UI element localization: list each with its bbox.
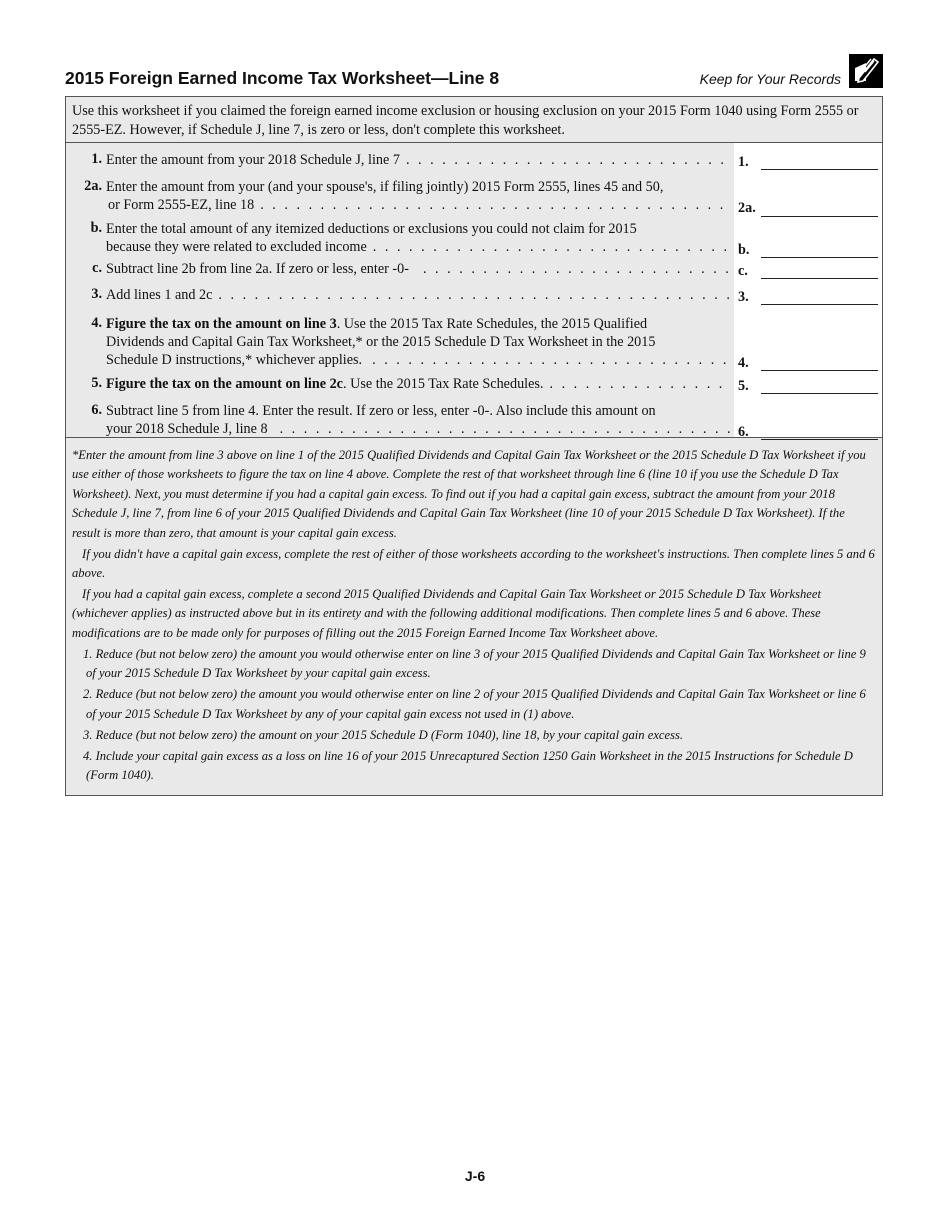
line-number: 4. — [91, 315, 102, 331]
line-text — [106, 220, 730, 256]
line-2c-amount-field[interactable] — [761, 278, 878, 279]
line-number: 3. — [91, 286, 102, 302]
line-2c-text: Subtract line 2b from line 2a. If zero or less, enter -0- — [106, 261, 409, 277]
line-2b-text-1: Enter the total amount of any itemized deductions or exclusions you could not claim for 2015 — [106, 221, 637, 237]
line-1-text: Enter the amount from your 2018 Schedule J, line 7 — [106, 152, 400, 168]
line-text — [106, 402, 730, 438]
line-box-number: 2a. — [738, 200, 756, 216]
worksheet-title: 2015 Foreign Earned Income Tax Worksheet—Line 8 — [65, 68, 500, 88]
modification-item: 2. Reduce (but not below zero) the amount you would otherwise enter on line 2 of your 2015 Qualified Dividends and Capital Gain Tax Worksheet or line 6 of your 2015 Schedule D Tax Worksheet by any of your capital gain excess not used in (1) above. — [83, 687, 866, 721]
modification-item: 1. Reduce (but not below zero) the amount you would otherwise enter on line 3 of your 2015 Qualified Dividends and Capital Gain Tax Worksheet or line 9 of your 2015 Schedule D Tax Worksheet by your capital gain excess. — [83, 646, 866, 680]
line-3-text: Add lines 1 and 2c — [106, 287, 213, 303]
line-5-amount-field[interactable] — [761, 393, 878, 394]
line-number: b. — [90, 220, 102, 236]
modification-item: 3. Reduce (but not below zero) the amount on your 2015 Schedule D (Form 1040), line 18, by your capital gain excess. — [83, 727, 684, 742]
line-6-text-2: your 2018 Schedule J, line 8 — [106, 421, 268, 437]
line-2a-text-1: Enter the amount from your (and your spouse's, if filing jointly) 2015 Form 2555, lines 45 and 50, — [106, 179, 664, 195]
line-4-amount-field[interactable] — [761, 370, 878, 371]
line-2a-text-2: or Form 2555-EZ, line 18 — [108, 197, 255, 213]
line-box-number: 1. — [738, 154, 749, 170]
line-text — [106, 286, 730, 304]
line-box-number: 4. — [738, 355, 749, 371]
line-5-bold-text: Figure the tax on the amount on line 2c — [106, 376, 343, 392]
footnote-paragraph: *Enter the amount from line 3 above on line 1 of the 2015 Qualified Dividends and Capital Gain Tax Worksheet or the 2015 Schedule D Tax Worksheet if you use either of those worksheets to figure the tax on line 4 above. Complete the rest of that worksheet through line 6 (line 10 if you use the Schedule D Tax Worksheet). Next, you must determine if you had a capital gain excess. To find out if you had a capital gain excess, subtract the amount from your 2018 Schedule J, line 7, from line 6 of your 2015 Qualified Dividends and Capital Gain Tax Worksheet (line 10 of your 2015 Schedule D Tax Worksheet). If the result is more than zero, that amount is your capital gain excess. — [72, 448, 866, 540]
worksheet-lines — [66, 143, 882, 440]
line-4-text-2: Dividends and Capital Gain Tax Worksheet,* or the 2015 Schedule D Tax Worksheet in the 2015 — [106, 334, 656, 350]
worksheet-header — [65, 60, 885, 96]
line-4-text-1: . Use the 2015 Tax Rate Schedules, the 2015 Qualified — [336, 316, 648, 332]
line-text — [106, 315, 730, 369]
footnote-paragraph: If you had a capital gain excess, complete a second 2015 Qualified Dividends and Capital Gain Tax Worksheet or 2015 Schedule D Tax Worksheet (whichever applies) as instructed above but in its entirety and with the following additional modifications. Then complete lines 5 and 6 above. These modifications are to be made only for purposes of filling out the 2015 Foreign Earned Income Tax Worksheet above. — [72, 586, 821, 640]
line-text — [106, 260, 730, 278]
line-number: 5. — [91, 375, 102, 391]
line-1-amount-field[interactable] — [761, 169, 878, 170]
line-5-text: . Use the 2015 Tax Rate Schedules. — [342, 376, 544, 392]
line-4-text-3: Schedule D instructions,* whichever applies. — [106, 352, 363, 368]
modification-item: 4. Include your capital gain excess as a loss on line 16 of your 2015 Unrecaptured Section 1250 Gain Worksheet in the 2015 Instructions for Schedule D (Form 1040). — [83, 748, 853, 783]
line-4-bold-text: Figure the tax on the amount on line 3 — [106, 316, 337, 332]
line-2a-amount-field[interactable] — [761, 216, 878, 217]
line-text — [106, 375, 730, 393]
line-box-number: 3. — [738, 289, 749, 305]
footnote-paragraph: If you didn't have a capital gain excess, complete the rest of either of those worksheets according to the worksheet's instructions. Then complete lines 5 and 6 above. — [72, 546, 875, 580]
line-box-number: 6. — [738, 424, 749, 440]
worksheet-box — [65, 96, 883, 796]
line-number: c. — [92, 260, 102, 276]
worksheet-instructions: Use this worksheet if you claimed the foreign earned income exclusion or housing exclusion on your 2015 Form 1040 using Form 2555 or 2555-EZ. However, if Schedule J, line 7, is zero or less, don't complete this worksheet. — [66, 97, 882, 143]
line-6-text-1: Subtract line 5 from line 4. Enter the result. If zero or less, enter -0-. Also include this amount on — [106, 403, 656, 419]
line-box-number: c. — [738, 263, 748, 279]
line-number: 6. — [91, 402, 102, 418]
page-number: J-6 — [464, 1168, 486, 1184]
line-3-amount-field[interactable] — [761, 304, 878, 305]
line-text — [106, 151, 730, 169]
worksheet-footnotes — [66, 437, 882, 797]
line-box-number: b. — [738, 242, 750, 258]
line-number: 2a. — [84, 178, 102, 194]
pencil-paper-icon — [849, 54, 883, 88]
line-text — [106, 178, 730, 214]
line-2b-amount-field[interactable] — [761, 257, 878, 258]
line-box-number: 5. — [738, 378, 749, 394]
keep-for-records-label: Keep for Your Records — [699, 71, 841, 87]
line-number: 1. — [91, 151, 102, 167]
line-2b-text-2: because they were related to excluded income — [106, 239, 367, 255]
